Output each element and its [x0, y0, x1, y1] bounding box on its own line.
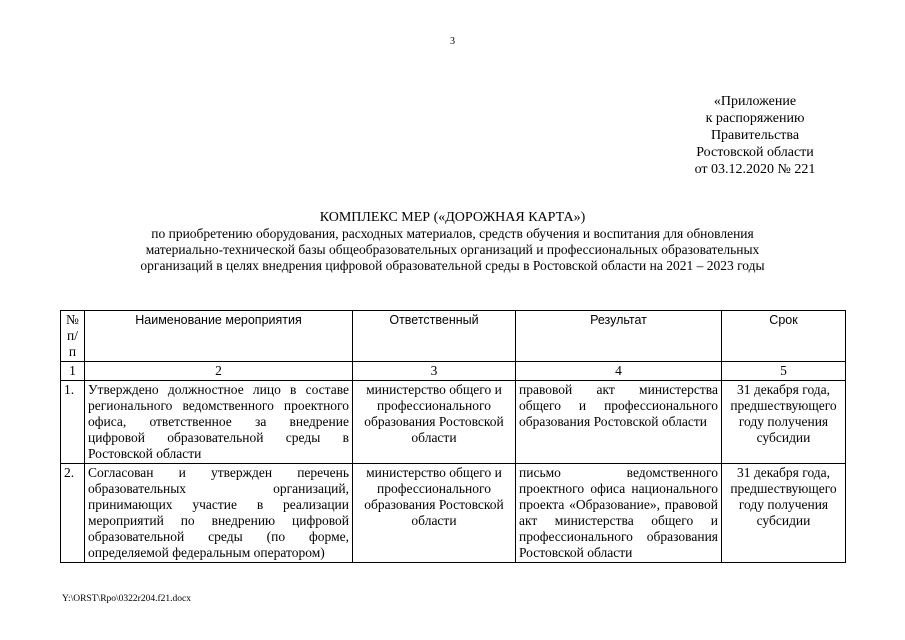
header-number: № п/п — [61, 311, 85, 362]
title-line: организаций в целях внедрения цифровой образовательной среды в Ростовской области на 2021 – 2023 годы — [140, 258, 765, 273]
appendix-block — [640, 93, 870, 178]
title-line: по приобретению оборудования, расходных материалов, средств обучения и воспитания для обновления — [151, 226, 754, 241]
row-responsible: министерство общего и профессионального образования Ростовской области — [353, 464, 516, 563]
column-number: 2 — [85, 362, 353, 381]
page-number: 3 — [450, 36, 455, 47]
appendix-line: «Приложение — [713, 94, 797, 109]
row-deadline: 31 декабря года, предшествующего году получения субсидии — [722, 464, 846, 563]
table-header-row — [61, 311, 846, 362]
column-number: 5 — [722, 362, 846, 381]
column-numbers-row — [61, 362, 846, 381]
header-responsible: Ответственный — [353, 311, 516, 362]
table-row — [61, 464, 846, 563]
header-deadline: Срок — [722, 311, 846, 362]
appendix-line: от 03.12.2020 № 221 — [694, 162, 816, 177]
appendix-line: Ростовской области — [696, 145, 814, 160]
row-number: 1. — [61, 381, 85, 464]
appendix-line: Правительства — [710, 128, 800, 143]
column-number: 3 — [353, 362, 516, 381]
header-result: Результат — [516, 311, 722, 362]
measures-table — [60, 310, 846, 563]
header-name: Наименование мероприятия — [85, 311, 353, 362]
column-number: 4 — [516, 362, 722, 381]
row-result: письмо ведомственного проектного офиса национального проекта «Образование», правовой акт министерства общего и профессионального образования Ростовской области — [516, 464, 722, 563]
row-name: Согласован и утвержден перечень образовательных организаций, принимающих участие в реализации мероприятий по внедрению цифровой образовательной среды (по форме, определяемой федеральным оператором) — [85, 464, 353, 563]
file-path: Y:\ORST\Rpo\0322r204.f21.docx — [62, 594, 191, 604]
row-deadline: 31 декабря года, предшествующего году получения субсидии — [722, 381, 846, 464]
table-row — [61, 381, 846, 464]
document-title — [60, 210, 845, 274]
appendix-line: к распоряжению — [705, 111, 805, 126]
row-responsible: министерство общего и профессионального образования Ростовской области — [353, 381, 516, 464]
column-number: 1 — [61, 362, 85, 381]
title-line: материально-технической базы общеобразовательных организаций и профессиональных образовательных — [145, 242, 760, 257]
title-main: КОМПЛЕКС МЕР («ДОРОЖНАЯ КАРТА») — [319, 210, 586, 225]
row-name: Утверждено должностное лицо в составе регионального ведомственного проектного офиса, ответственное за внедрение цифровой образовательной среды в Ростовской области — [85, 381, 353, 464]
row-number: 2. — [61, 464, 85, 563]
row-result: правовой акт министерства общего и профессионального образования Ростовской области — [516, 381, 722, 464]
